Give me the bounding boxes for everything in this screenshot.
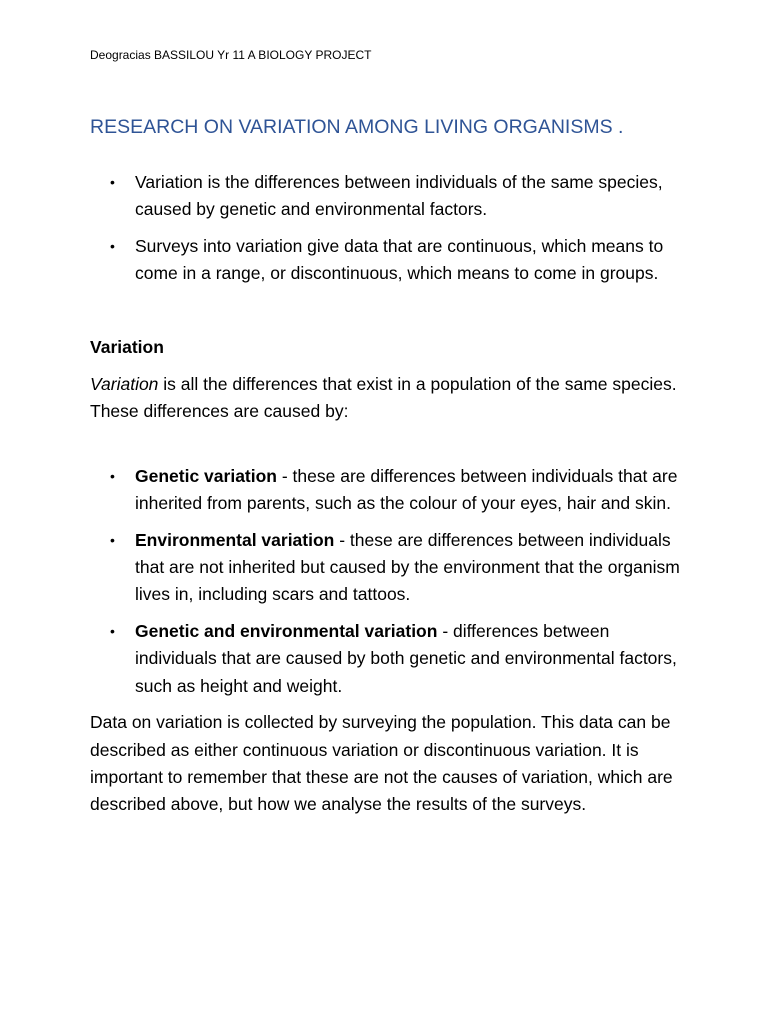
bullet-icon: •	[110, 467, 115, 484]
list-item-text: - these are differences between individuals that are inherited from parents, such as the colour of your eyes, hair and skin.	[135, 465, 678, 513]
intro-bullet-list	[90, 169, 690, 288]
bullet-icon: •	[110, 623, 115, 640]
list-item-text: - differences between individuals that are caused by both genetic and environmental factors, such as height and weight.	[135, 621, 677, 696]
section-paragraph	[90, 371, 690, 426]
bullet-icon: •	[110, 238, 115, 255]
document-body	[90, 169, 690, 819]
list-item-text: Surveys into variation give data that are continuous, which means to come in a range, or discontinuous, which means to come in groups.	[135, 236, 664, 284]
bullet-icon: •	[110, 174, 115, 190]
italic-term: Variation	[90, 373, 159, 394]
list-item	[90, 169, 690, 224]
paragraph-text: is all the differences that exist in a population of the same species. These differences are caused by:	[90, 373, 677, 422]
bullet-icon: •	[110, 531, 115, 548]
document-title: RESEARCH ON VARIATION AMONG LIVING ORGANISMS .	[90, 116, 624, 138]
list-item	[90, 618, 690, 700]
list-item-text: Variation is the differences between individuals of the same species, caused by genetic and environmental factors.	[135, 172, 663, 220]
list-item	[90, 463, 690, 518]
section-heading: Variation	[90, 337, 164, 358]
list-item	[90, 233, 690, 288]
bold-term: Genetic variation	[135, 465, 277, 486]
page-header: Deogracias BASSILOU Yr 11 A BIOLOGY PROJECT	[90, 48, 372, 62]
bold-term: Environmental variation	[135, 529, 335, 550]
list-item-text: - these are differences between individuals that are not inherited but caused by the environment that the organism lives in, including scars and tattoos.	[135, 529, 680, 605]
closing-paragraph: Data on variation is collected by surveying the population. This data can be described as either continuous variation or discontinuous variation. It is important to remember that these are not the causes of variation, which are described above, but how we analyse the results of the surveys.	[90, 712, 673, 815]
bold-term: Genetic and environmental variation	[135, 621, 438, 642]
list-item	[90, 527, 690, 609]
cause-bullet-list	[90, 463, 690, 700]
